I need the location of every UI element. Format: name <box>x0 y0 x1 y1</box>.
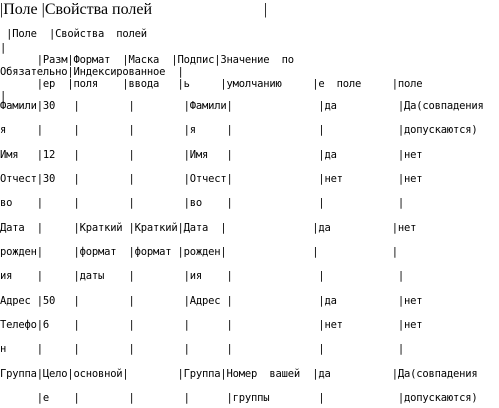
table-row: во | | | |во | | | <box>0 197 405 209</box>
header-line: |ер |поля |ввода |ь |умолчанию |е поле |поле <box>0 78 423 90</box>
table-row: н | | | | | | | <box>0 343 405 355</box>
header-line: | <box>0 42 7 54</box>
header-line: |Поле |Свойства полей <box>0 28 147 40</box>
table-heading: |Поле |Свойства полей | <box>0 1 268 18</box>
table-row: Адрес |50 | | |Адрес | |да |нет <box>0 295 423 307</box>
table-row: ия | |даты | |ия | | | <box>0 270 405 282</box>
table-row: я | | | |я | | |допускаются) <box>0 124 478 136</box>
table-row: Дата | |Краткий |Краткий|Дата | |да |нет <box>0 222 417 234</box>
table-row: |е | | | |группы | |допускаются) <box>0 392 478 404</box>
table-row: Имя |12 | | |Имя | |да |нет <box>0 149 423 161</box>
table-row: Отчест|30 | | |Отчест| |нет |нет <box>0 173 423 185</box>
table-row: рожден| |формат |формат |рожден| | | <box>0 246 398 258</box>
header-line: |Разм|Формат |Маска |Подпис|Значение по <box>0 54 294 66</box>
header-line: | <box>0 90 7 102</box>
table-row: Группа|Цело|основной| |Группа|Номер вашей |да |Да(совпадения <box>0 368 478 380</box>
header-line: Обязательно|Индексированное | <box>0 66 184 78</box>
table-row: Фамили|30 | | |Фамили| |да |Да(совпадения <box>0 100 484 112</box>
table-row: Телефо|6 | | | | |нет |нет <box>0 319 423 331</box>
